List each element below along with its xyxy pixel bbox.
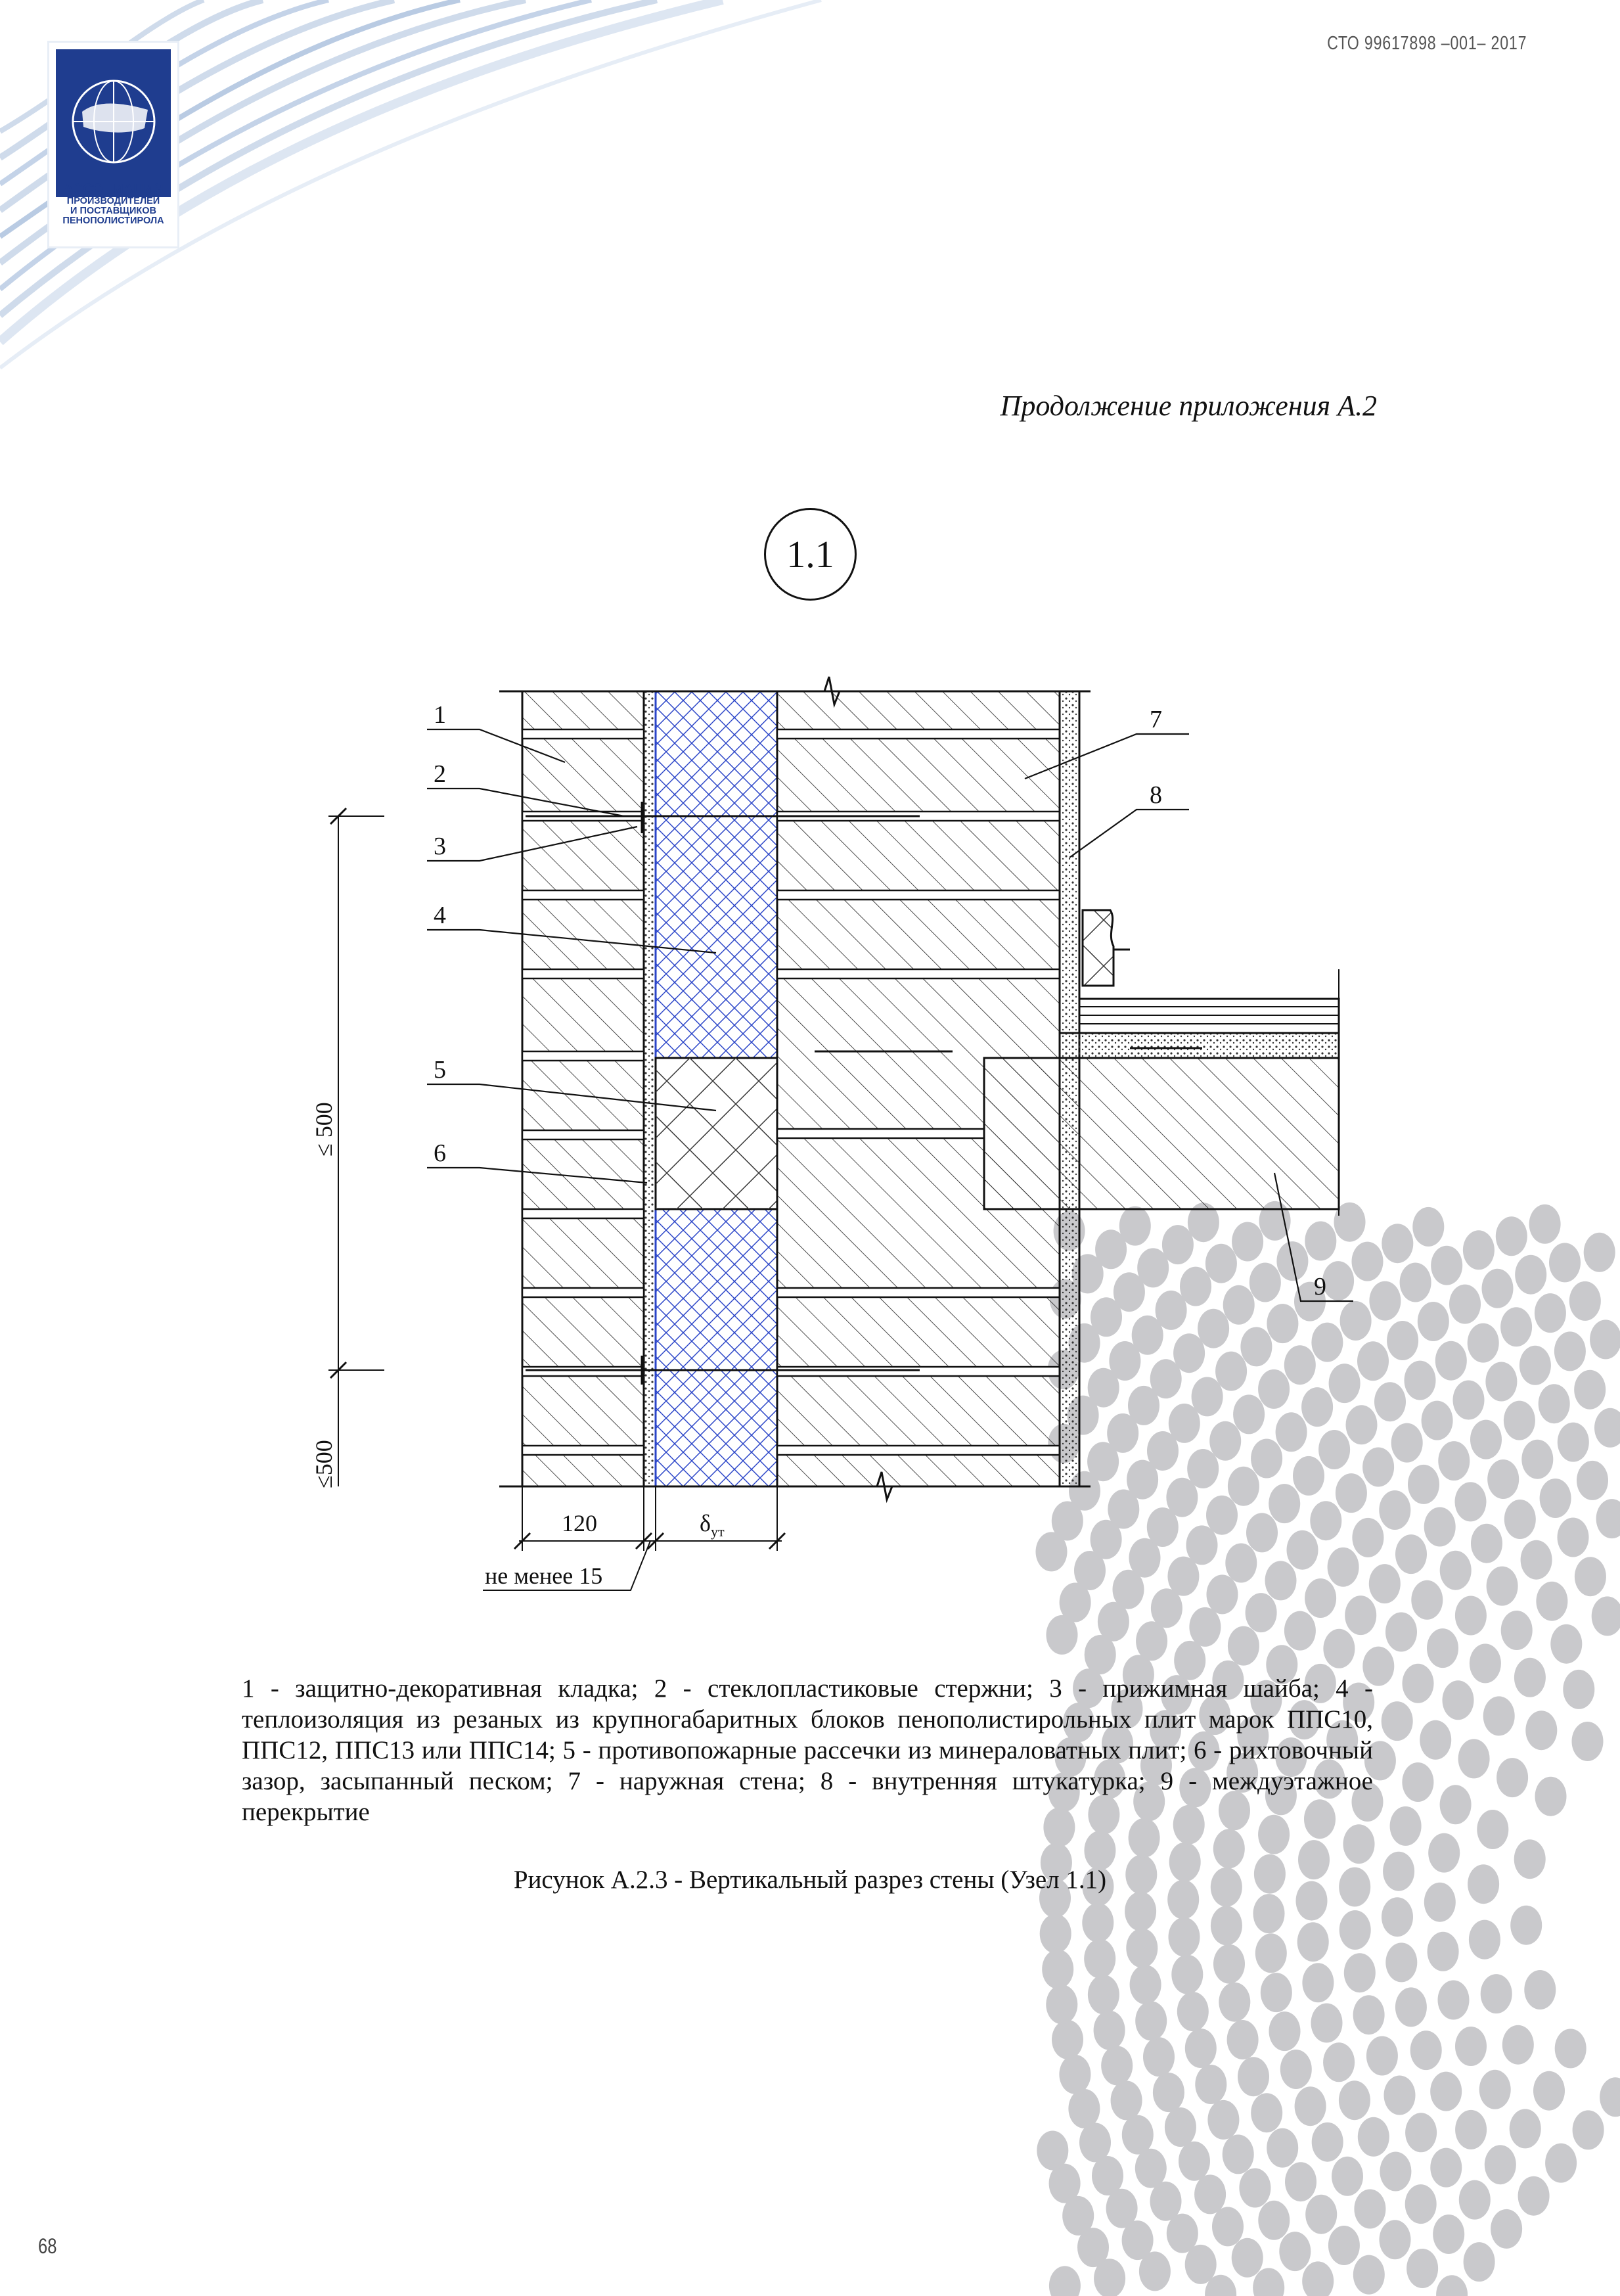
mortar-joint	[777, 1367, 1060, 1376]
logo-line-1: АССОЦИАЦИЯ	[63, 181, 164, 196]
callout-2: 2	[434, 760, 446, 788]
mortar-joint	[777, 969, 1060, 978]
continuation-heading: Продолжение приложения А.2	[1000, 390, 1377, 422]
dim-insulation-symbol: δ	[700, 1510, 711, 1536]
page-number: 68	[38, 2234, 57, 2258]
legend-text: 1 - защитно-декоративная кладка; 2 - стеклопластиковые стержни; 3 - прижимная шайба; 4 - теплоизоляция из резаных из крупногабаритных блоков пенополистирольных плит марок ППС10, ППС12, ППС13 или ППС14; 5 - противопожарные рассечки из минераловатных плит; 6 - рихтовочный зазор, засыпанный песком; 7 - наружная стена; 8 - внутренняя штукатурка; 9 - междуэтажное перекрытие	[242, 1674, 1373, 1826]
callout-5: 5	[434, 1056, 446, 1084]
dim-width-label: 120	[562, 1510, 597, 1536]
document-code: СТО 99617898 –001– 2017	[1326, 33, 1527, 54]
baseboard-profile	[1083, 910, 1130, 986]
mortar-joint	[522, 1288, 644, 1297]
mortar-joint	[522, 729, 644, 739]
mortar-joint	[522, 969, 644, 978]
mortar-joint	[777, 1446, 1060, 1455]
dim-insulation-label	[700, 1510, 725, 1540]
mortar-joint	[777, 890, 1060, 900]
callout-8: 8	[1150, 781, 1162, 809]
figure-caption: Рисунок А.2.3 - Вертикальный разрез стены (Узел 1.1)	[513, 1866, 1107, 1894]
dim-bottom-label: ≤500	[311, 1440, 337, 1488]
mortar-joint	[522, 1367, 644, 1376]
mortar-joint	[522, 1209, 644, 1218]
mortar-joint	[522, 1051, 644, 1061]
logo-line-4: ПЕНОПОЛИСТИРОЛА	[62, 216, 164, 227]
node-label: 1.1	[786, 533, 834, 576]
callout-4: 4	[434, 902, 446, 929]
callout-9: 9	[1314, 1273, 1326, 1300]
mortar-joint	[777, 729, 1060, 739]
callout-3: 3	[434, 833, 446, 860]
mortar-joint	[522, 1130, 644, 1139]
dim-height-label: ≤ 500	[311, 1102, 337, 1157]
callout-7: 7	[1150, 706, 1162, 733]
logo-line-2: ПРОИЗВОДИТЕЛЕЙ	[66, 196, 160, 207]
mortar-joint	[522, 890, 644, 900]
leveling-gap	[644, 691, 656, 1486]
decorative-masonry	[522, 691, 644, 1486]
dim-insulation-subscript: ут	[710, 1523, 725, 1540]
callout-1: 1	[434, 701, 446, 729]
callout-6: 6	[434, 1139, 446, 1167]
mortar-joint	[522, 1446, 644, 1455]
dim-gap-label: не менее 15	[485, 1563, 603, 1589]
logo-line-3: И ПОСТАВЩИКОВ	[70, 206, 156, 217]
mortar-joint	[777, 1288, 1060, 1297]
mortar-joint	[777, 1129, 984, 1138]
